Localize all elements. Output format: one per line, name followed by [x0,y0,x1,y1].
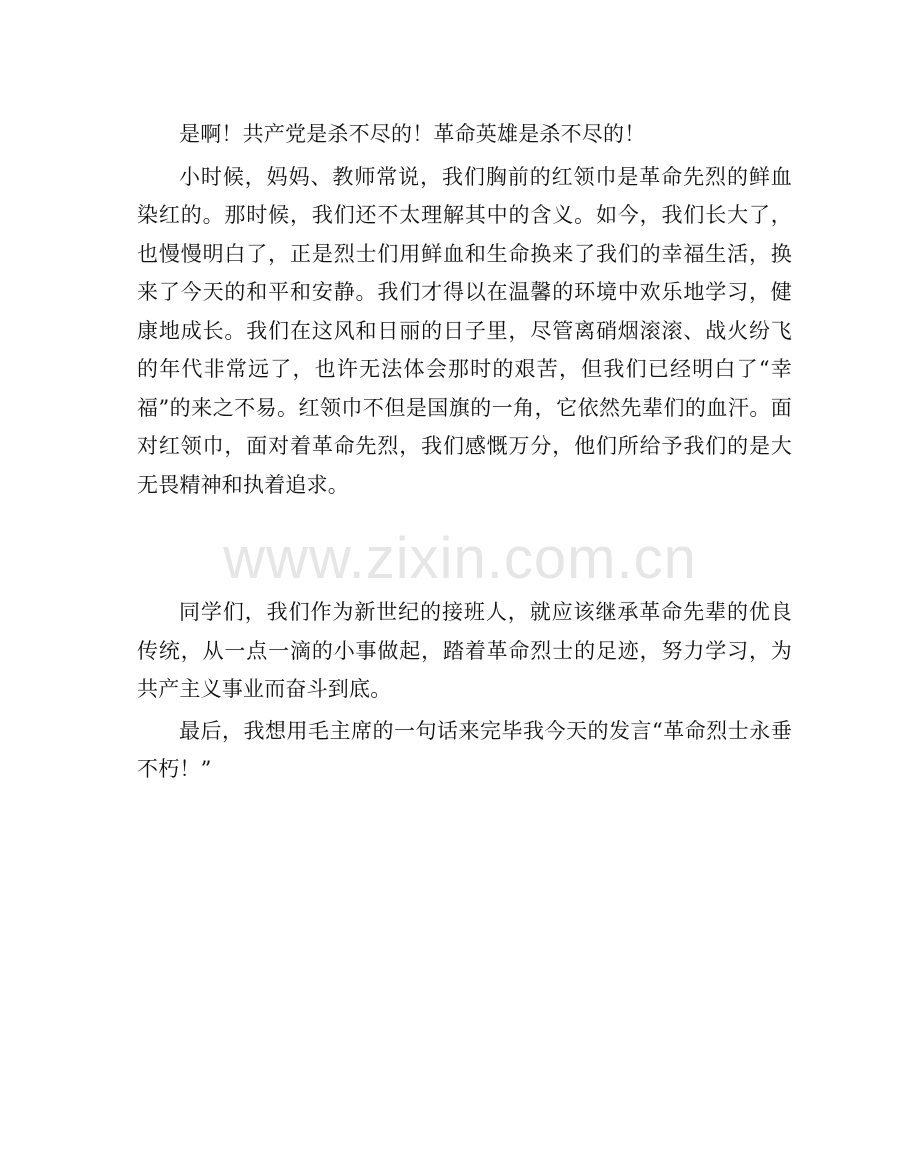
paragraph-classmates: 同学们，我们作为新世纪的接班人，就应该继承革命先辈的优良传统，从一点一滴的小事做起，踏着革命烈士的足迹，努力学习，为共产主义事业而奋斗到底。 [137,600,792,701]
body-text-lower [137,593,792,789]
paragraph-exclamation: 是啊！共产党是杀不尽的！革命英雄是杀不尽的！ [179,122,646,146]
paragraph-closing: 最后，我想用毛主席的一句话来完毕我今天的发言“革命烈士永垂不朽！” [137,718,792,781]
watermark-text: www.zixin.com.cn [223,526,697,591]
body-text-upper [137,115,792,504]
paragraph-red-scarf: 小时候，妈妈、教师常说，我们胸前的红领巾是革命先烈的鲜血染红的。那时候，我们还不太理解其中的含义。如今，我们长大了，也慢慢明白了，正是烈士们用鲜血和生命换来了我们的幸福生活，换来了今天的和平和安静。我们才得以在温馨的环境中欢乐地学习，健康地成长。我们在这风和日丽的日子里，尽管离硝烟滚滚、战火纷飞的年代非常远了，也许无法体会那时的艰苦，但我们已经明白了“幸福”的来之不易。红领巾不但是国旗的一角，它依然先辈们的血汗。面对红领巾，面对着革命先烈，我们感慨万分，他们所给予我们的是大无畏精神和执着追求。 [137,164,792,497]
